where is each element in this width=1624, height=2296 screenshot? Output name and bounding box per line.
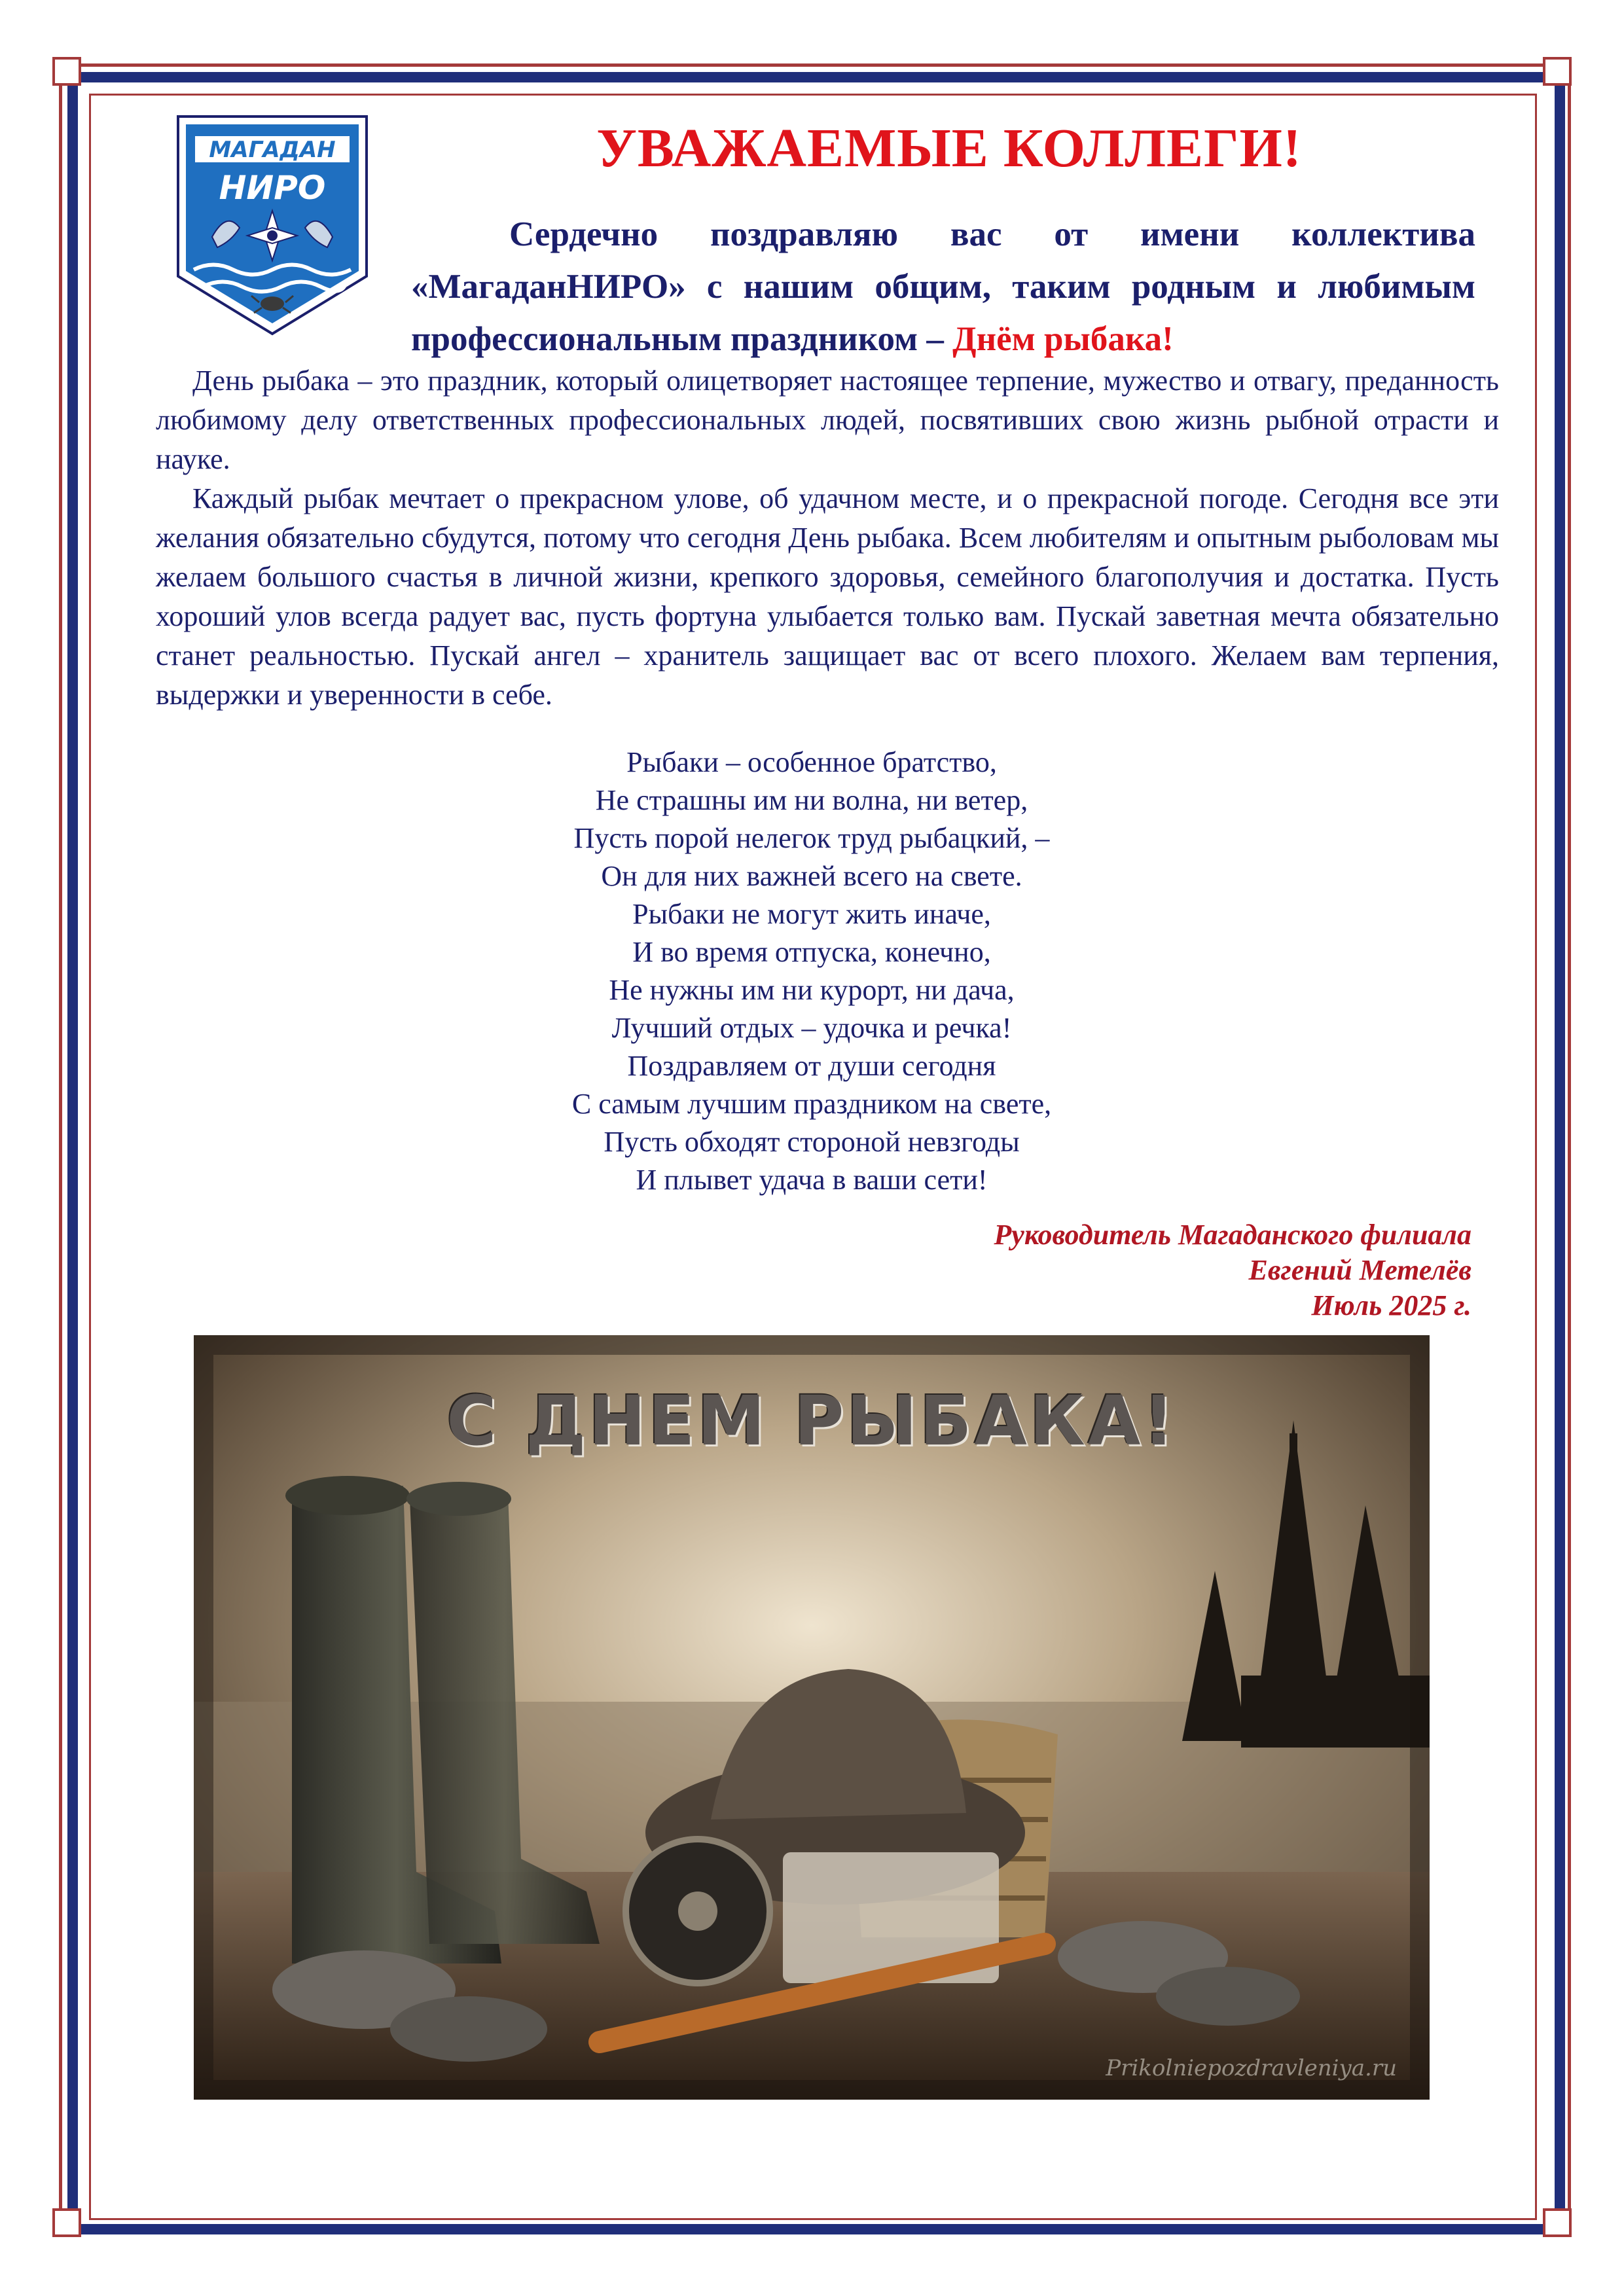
greeting-highlight: Днём рыбака! — [952, 320, 1174, 358]
signature-date: Июль 2025 г. — [1311, 1289, 1471, 1321]
poem — [393, 744, 1231, 1199]
poem-line: Лучший отдых – удочка и речка! — [611, 1012, 1012, 1044]
poem-line: Рыбаки не могут жить иначе, — [632, 898, 991, 930]
corner-ornament-bottom-left — [52, 2208, 81, 2237]
corner-ornament-top-right — [1543, 57, 1572, 86]
poem-line: Пусть обходят стороной невзгоды — [604, 1126, 1020, 1158]
signature-position: Руководитель Магаданского филиала — [994, 1219, 1471, 1251]
illustration-watermark: Prikolniepozdravleniya.ru — [1106, 2055, 1397, 2081]
poem-line: Поздравляем от души сегодня — [627, 1050, 996, 1082]
greeting-text — [411, 208, 1475, 365]
poem-line: С самым лучшим праздником на свете, — [571, 1088, 1052, 1120]
fly-reel — [626, 1839, 770, 1983]
body-paragraph: День рыбака – это праздник, который олицетворяет настоящее терпение, мужество и отвагу, преданность любимому делу ответственных профессиональных людей, посвятивших свою жизнь рыбной отрасти и науке. — [156, 365, 1499, 475]
body-paragraph: Каждый рыбак мечтает о прекрасном улове, об удачном месте, и о прекрасной погоде. Сегодня все эти желания обязательно сбудутся, потому что сегодня День рыбака. Всем любителям и опытным рыболовам мы желаем большого счастья в личной жизни, крепкого здоровья, семейного благополучия и достатка. Пусть хороший улов всегда радует вас, пусть фортуна улыбается только вам. Пускай заветная мечта обязательно станет реальностью. Пускай ангел – хранитель защищает вас от всего плохого. Желаем вам терпения, выдержки и уверенности в себе. — [156, 482, 1499, 711]
poem-line: И плывет удача в ваши сети! — [636, 1164, 988, 1196]
page-title: УВАЖАЕМЫЕ КОЛЛЕГИ! — [596, 118, 1302, 179]
logo-text-top: МАГАДАН — [209, 137, 336, 163]
poem-line: Он для них важней всего на свете. — [601, 860, 1022, 892]
magadanniro-logo — [174, 113, 370, 338]
illustration-title: С ДНЕМ РЫБАКА! — [446, 1381, 1177, 1461]
signature-name: Евгений Метелёв — [1248, 1254, 1471, 1286]
poem-line: Рыбаки – особенное братство, — [626, 746, 997, 778]
corner-ornament-bottom-right — [1543, 2208, 1572, 2237]
poem-line: Не страшны им ни волна, ни ветер, — [595, 784, 1028, 816]
signature-block — [785, 1217, 1471, 1323]
logo-text-bottom: НИРО — [219, 169, 326, 207]
corner-ornament-top-left — [52, 57, 81, 86]
body-text — [156, 361, 1499, 715]
poem-line: И во время отпуска, конечно, — [632, 936, 991, 968]
greeting-main: Сердечно поздравляю вас от имени коллектива «МагаданНИРО» с нашим общим, таким родным и любимым профессиональным праздником – — [411, 215, 1475, 358]
poem-line: Не нужны им ни курорт, ни дача, — [609, 974, 1015, 1006]
fishing-day-illustration — [194, 1335, 1430, 2100]
poem-line: Пусть порой нелегок труд рыбацкий, – — [573, 822, 1050, 854]
